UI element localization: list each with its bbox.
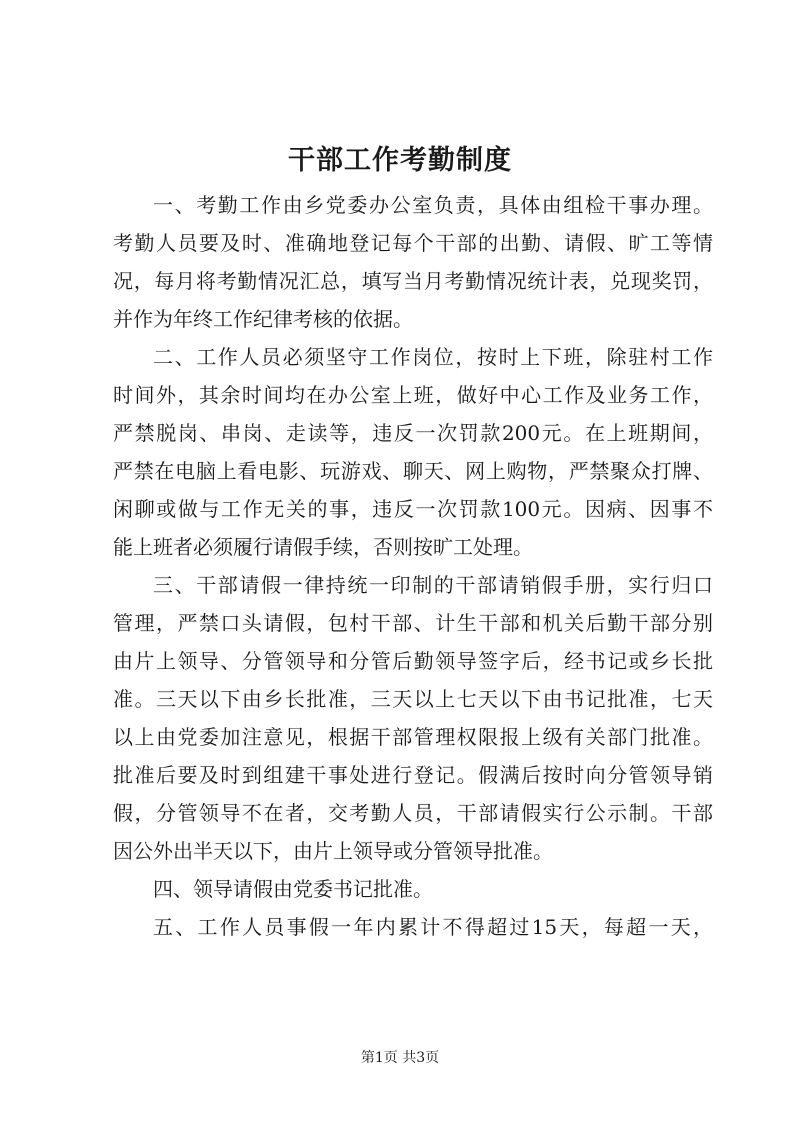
document-body [113, 186, 713, 946]
text-line: 准。三天以下由乡长批准，三天以上七天以下由书记批准，七天 [113, 687, 713, 711]
text-line: 假，分管领导不在者，交考勤人员，干部请假实行公示制。干部 [113, 801, 713, 825]
text-line: 闲聊或做与工作无关的事，违反一次罚款100元。因病、因事不 [113, 497, 713, 521]
text-line: 由片上领导、分管领导和分管后勤领导签字后，经书记或乡长批 [113, 649, 713, 673]
text-line: 管理，严禁口头请假，包村干部、计生干部和机关后勤干部分别 [113, 611, 713, 635]
text-line: 并作为年终工作纪律考核的依据。 [113, 307, 413, 331]
text-line: 三、干部请假一律持统一印制的干部请销假手册，实行归口 [153, 573, 713, 597]
page-indicator: 第1页 共3页 [360, 1050, 440, 1066]
text-line: 一、考勤工作由乡党委办公室负责，具体由组检干事办理。 [153, 193, 713, 217]
text-line: 况，每月将考勤情况汇总，填写当月考勤情况统计表，兑现奖罚， [113, 269, 713, 293]
text-line: 因公外出半天以下，由片上领导或分管领导批准。 [113, 839, 553, 863]
text-line: 四、领导请假由党委书记批准。 [153, 877, 433, 901]
text-line: 以上由党委加注意见，根据干部管理权限报上级有关部门批准。 [113, 725, 713, 749]
text-line: 严禁在电脑上看电影、玩游戏、聊天、网上购物，严禁聚众打牌、 [113, 459, 713, 483]
document-title: 干部工作考勤制度 [288, 145, 512, 176]
text-line: 能上班者必须履行请假手续，否则按旷工处理。 [113, 535, 533, 559]
text-line: 考勤人员要及时、准确地登记每个干部的出勤、请假、旷工等情 [113, 231, 713, 255]
text-line: 严禁脱岗、串岗、走读等，违反一次罚款200元。在上班期间， [113, 421, 713, 445]
text-line: 五、工作人员事假一年内累计不得超过15天，每超一天， [153, 915, 713, 939]
text-line: 二、工作人员必须坚守工作岗位，按时上下班，除驻村工作 [153, 345, 713, 369]
text-line: 批准后要及时到组建干事处进行登记。假满后按时向分管领导销 [113, 763, 713, 787]
text-line: 时间外，其余时间均在办公室上班，做好中心工作及业务工作， [113, 383, 713, 407]
